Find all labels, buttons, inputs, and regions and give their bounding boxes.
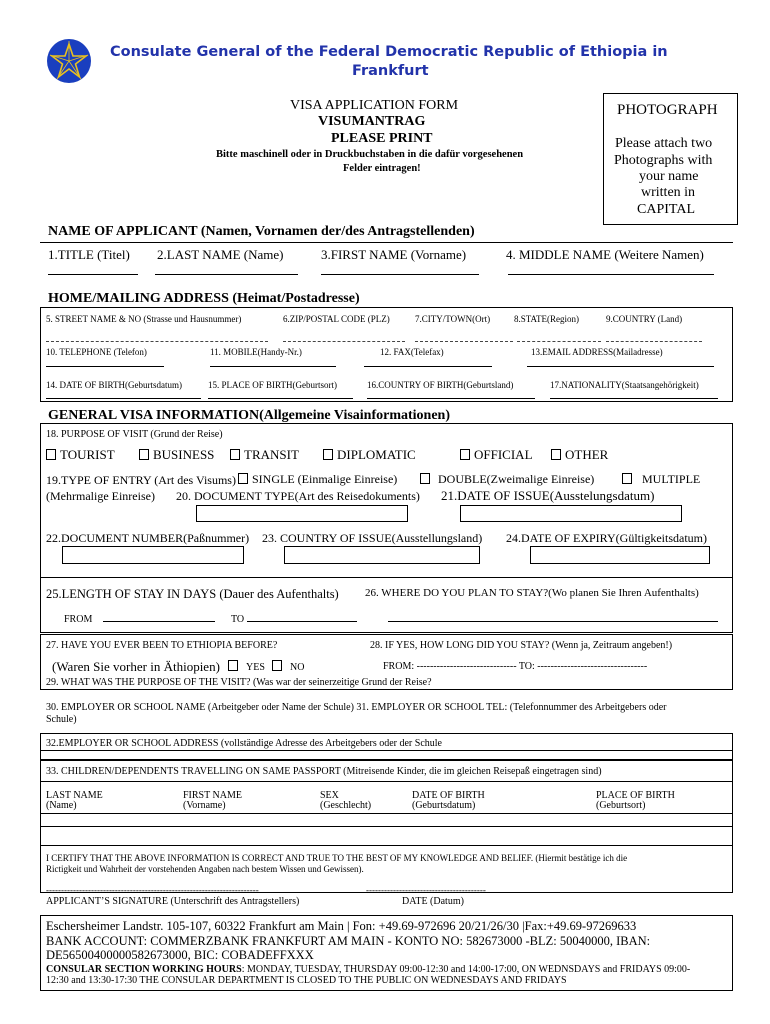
cob-input-line[interactable] <box>367 398 535 399</box>
date-label: DATE (Datum) <box>402 896 464 907</box>
nationality-input-line[interactable] <box>550 398 718 399</box>
address-heading: HOME/MAILING ADDRESS (Heimat/Postadresse) <box>48 291 360 306</box>
previous-purpose-label: 29. WHAT WAS THE PURPOSE OF THE VISIT? (Was war der seinerzeitige Grund der Reise? <box>46 677 432 688</box>
ethiopian-emblem-icon <box>46 38 92 84</box>
middle-name-input-line[interactable] <box>508 274 714 275</box>
name-section-heading: NAME OF APPLICANT (Namen, Vornamen der/des Antragstellenden) <box>48 224 475 239</box>
official-label: OFFICIAL <box>474 447 533 462</box>
business-label: BUSINESS <box>153 447 215 462</box>
expiry-input[interactable] <box>530 546 710 564</box>
last-name-label: 2.LAST NAME (Name) <box>157 247 284 262</box>
option-no[interactable] <box>272 660 304 673</box>
multiple-checkbox[interactable] <box>622 473 632 484</box>
middle-name-label: 4. MIDDLE NAME (Weitere Namen) <box>506 247 704 262</box>
from-input-line[interactable] <box>103 621 215 622</box>
last-name-input-line[interactable] <box>155 274 298 275</box>
visa-info-heading: GENERAL VISA INFORMATION(Allgemeine Visainformationen) <box>48 408 450 423</box>
signature-label: APPLICANT’S SIGNATURE (Unterschrift des Antragstellers) <box>46 896 300 907</box>
please-print: PLEASE PRINT <box>331 131 433 146</box>
telephone-label: 10. TELEPHONE (Telefon) <box>46 347 147 357</box>
diplomatic-checkbox[interactable] <box>323 449 333 460</box>
pob-input-line[interactable] <box>208 398 353 399</box>
working-hours-label: CONSULAR SECTION WORKING HOURS <box>46 964 242 975</box>
pob-label: 15. PLACE OF BIRTH(Geburtsort) <box>208 380 337 390</box>
single-label: SINGLE (Einmalige Einreise) <box>252 472 398 486</box>
child-col-first-name-de: (Vorname) <box>183 800 226 811</box>
yes-label: YES <box>246 662 265 673</box>
zip-input-line[interactable] <box>283 341 405 342</box>
photo-instruction-3: your name <box>639 169 699 184</box>
where-stay-label: 26. WHERE DO YOU PLAN TO STAY?(Wo planen Sie Ihren Aufenthalts) <box>365 587 699 599</box>
from-label: FROM <box>64 614 93 625</box>
child-col-pob: PLACE OF BIRTH <box>596 790 675 801</box>
photograph-title: PHOTOGRAPH <box>617 102 718 118</box>
child-col-last-name-de: (Name) <box>46 800 77 811</box>
option-single[interactable] <box>238 472 397 487</box>
working-hours-2: 12:30 and 13:30-17:30 THE CONSULAR DEPARTMENT IS CLOSED TO THE PUBLIC ON WEDNESDAYS AND FRIDAYS <box>46 975 567 986</box>
country-issue-input[interactable] <box>284 546 480 564</box>
country-label: 9.COUNTRY (Land) <box>606 314 683 324</box>
signature-line[interactable]: ----------------------------------------------------------------------- <box>46 885 259 895</box>
other-checkbox[interactable] <box>551 449 561 460</box>
doc-number-input[interactable] <box>62 546 244 564</box>
fax-label: 12. FAX(Telefax) <box>380 347 444 357</box>
option-multiple[interactable] <box>622 472 700 487</box>
title-label: 1.TITLE (Titel) <box>48 247 130 262</box>
yes-checkbox[interactable] <box>228 660 238 671</box>
business-checkbox[interactable] <box>139 449 149 460</box>
option-double[interactable] <box>420 472 594 487</box>
length-stay-label: 25.LENGTH OF STAY IN DAYS (Dauer des Aufenthalts) <box>46 587 339 601</box>
telephone-input-line[interactable] <box>46 366 164 367</box>
email-label: 13.EMAIL ADDRESS(Mailadresse) <box>531 347 663 357</box>
previous-stay-from-to[interactable]: FROM: ------------------------------ TO: --------------------------------- <box>383 661 648 672</box>
been-before-label: 27. HAVE YOU EVER BEEN TO ETHIOPIA BEFORE? <box>46 640 278 651</box>
state-input-line[interactable] <box>517 341 601 342</box>
working-hours-text: : MONDAY, TUESDAY, THURSDAY 09:00-12:30 and 14:00-17:00, ON WEDNSDAYS and FRIDAYS 09:00- <box>241 964 691 975</box>
option-diplomatic[interactable] <box>323 447 416 463</box>
double-label: DOUBLE(Zweimalige Einreise) <box>438 472 595 486</box>
dob-input-line[interactable] <box>46 398 201 399</box>
transit-checkbox[interactable] <box>230 449 240 460</box>
entry-type-label: 19.TYPE OF ENTRY (Art des Visums) <box>46 473 236 487</box>
zip-label: 6.ZIP/POSTAL CODE (PLZ) <box>283 314 390 324</box>
multiple-label: MULTIPLE <box>642 472 701 486</box>
double-checkbox[interactable] <box>420 473 430 484</box>
working-hours <box>46 964 690 975</box>
consulate-title-line2: Frankfurt <box>352 63 429 79</box>
certify-text-1: I CERTIFY THAT THE ABOVE INFORMATION IS CORRECT AND TRUE TO THE BEST OF MY KNOWLEDGE AND BELIEF. (Hiermit bestätige ich die <box>46 853 628 863</box>
children-heading: 33. CHILDREN/DEPENDENTS TRAVELLING ON SAME PASSPORT (Mitreisende Kinder, die im gleichen Reisepaß eingetragen sind) <box>46 766 602 777</box>
nationality-label: 17.NATIONALITY(Staatsangehörigkeit) <box>550 380 699 390</box>
footer-bank-1: BANK ACCOUNT: COMMERZBANK FRANKFURT AM MAIN - KONTO NO: 582673000 -BLZ: 50040000, IBAN: <box>46 934 651 948</box>
issue-date-label: 21.DATE OF ISSUE(Ausstelungsdatum) <box>441 488 655 503</box>
date-line[interactable]: ---------------------------------------- <box>366 885 486 895</box>
print-note-line2: Felder eintragen! <box>343 163 421 174</box>
where-stay-input-line[interactable] <box>388 621 718 622</box>
no-label: NO <box>290 662 305 673</box>
option-transit[interactable] <box>230 447 299 463</box>
issue-date-input[interactable] <box>460 505 682 522</box>
child-col-pob-de: (Geburtsort) <box>596 800 646 811</box>
first-name-label: 3.FIRST NAME (Vorname) <box>321 247 467 262</box>
expiry-label: 24.DATE OF EXPIRY(Gültigkeitsdatum) <box>506 531 707 545</box>
street-label: 5. STREET NAME & NO (Strasse und Hausnummer) <box>46 314 242 324</box>
mobile-input-line[interactable] <box>210 366 336 367</box>
multiple-german: (Mehrmalige Einreise) <box>46 489 155 503</box>
other-label: OTHER <box>565 447 609 462</box>
child-row-line-2[interactable] <box>40 826 733 827</box>
to-input-line[interactable] <box>247 621 357 622</box>
transit-label: TRANSIT <box>244 447 299 462</box>
dob-label: 14. DATE OF BIRTH(Geburtsdatum) <box>46 380 182 390</box>
country-issue-label: 23. COUNTRY OF ISSUE(Ausstellungsland) <box>262 531 483 545</box>
cob-label: 16.COUNTRY OF BIRTH(Geburtsland) <box>367 380 514 390</box>
official-checkbox[interactable] <box>460 449 470 460</box>
employer-name-label: 30. EMPLOYER OR SCHOOL NAME (Arbeitgeber oder Name der Schule) 31. EMPLOYER OR SCHOOL TEL: (Telefonnummer des Arbeitgebers oder <box>46 702 667 713</box>
option-business[interactable] <box>139 447 214 463</box>
certify-text-2: Rictigkeit und Wahrheit der vorstehenden Angaben nach bestem Wissen und Gewissen). <box>46 864 364 874</box>
tourist-checkbox[interactable] <box>46 449 56 460</box>
employer-name-label-2: Schule) <box>46 714 77 725</box>
option-official[interactable] <box>460 447 533 463</box>
footer-bank-2: DE56500400000582673000, BIC: COBADEFFXXX <box>46 948 314 962</box>
child-col-sex-de: (Geschlecht) <box>320 800 372 811</box>
doc-type-input[interactable] <box>196 505 408 522</box>
child-col-last-name: LAST NAME <box>46 790 103 801</box>
emblem <box>46 38 92 84</box>
fax-input-line[interactable] <box>364 366 492 367</box>
city-label: 7.CITY/TOWN(Ort) <box>415 314 491 324</box>
child-col-dob: DATE OF BIRTH <box>412 790 485 801</box>
doc-type-label: 20. DOCUMENT TYPE(Art des Reisedokuments) <box>176 489 420 503</box>
option-other[interactable] <box>551 447 608 463</box>
option-yes[interactable] <box>228 660 265 673</box>
no-checkbox[interactable] <box>272 660 282 671</box>
been-before-german: (Waren Sie vorher in Äthiopien) <box>52 659 220 674</box>
photo-instruction-2: Photographs with <box>614 153 713 168</box>
doc-number-label: 22.DOCUMENT NUMBER(Paßnummer) <box>46 531 250 545</box>
option-tourist[interactable] <box>46 447 115 463</box>
single-checkbox[interactable] <box>238 473 248 484</box>
country-input-line[interactable] <box>606 341 702 342</box>
tourist-label: TOURIST <box>60 447 115 462</box>
first-name-input-line[interactable] <box>321 274 479 275</box>
diplomatic-label: DIPLOMATIC <box>337 447 416 462</box>
street-input-line[interactable] <box>46 341 268 342</box>
footer-address: Eschersheimer Landstr. 105-107, 60322 Frankfurt am Main | Fon: +49.69-972696 20/21/26/30 |Fax:+49.69-97269633 <box>46 919 637 933</box>
child-col-sex: SEX <box>320 790 339 801</box>
purpose-label: 18. PURPOSE OF VISIT (Grund der Reise) <box>46 429 223 440</box>
child-col-first-name: FIRST NAME <box>183 790 242 801</box>
to-label: TO <box>231 614 245 625</box>
state-label: 8.STATE(Region) <box>514 314 580 324</box>
photo-instruction-5: CAPITAL <box>637 202 695 217</box>
photo-instruction-4: written in <box>641 185 696 200</box>
form-title: VISA APPLICATION FORM <box>290 98 459 113</box>
child-row-line-1[interactable] <box>40 813 733 814</box>
consulate-title-line1: Consulate General of the Federal Democratic Republic of Ethiopia in <box>110 44 668 60</box>
how-long-label: 28. IF YES, HOW LONG DID YOU STAY? (Wenn ja, Zeitraum angeben!) <box>370 640 673 651</box>
photo-instruction-1: Please attach two <box>615 136 713 151</box>
city-input-line[interactable] <box>415 341 513 342</box>
form-title-german: VISUMANTRAG <box>318 114 426 129</box>
print-note-line1: Bitte maschinell oder in Druckbuchstaben in die dafür vorgesehenen <box>216 149 524 160</box>
title-input-line[interactable] <box>48 274 138 275</box>
email-input-line[interactable] <box>527 366 714 367</box>
child-col-dob-de: (Geburtsdatum) <box>412 800 476 811</box>
mobile-label: 11. MOBILE(Handy-Nr.) <box>210 347 302 357</box>
employer-address-label: 32.EMPLOYER OR SCHOOL ADDRESS (vollständige Adresse des Arbeitgebers oder der Schule <box>46 738 442 749</box>
